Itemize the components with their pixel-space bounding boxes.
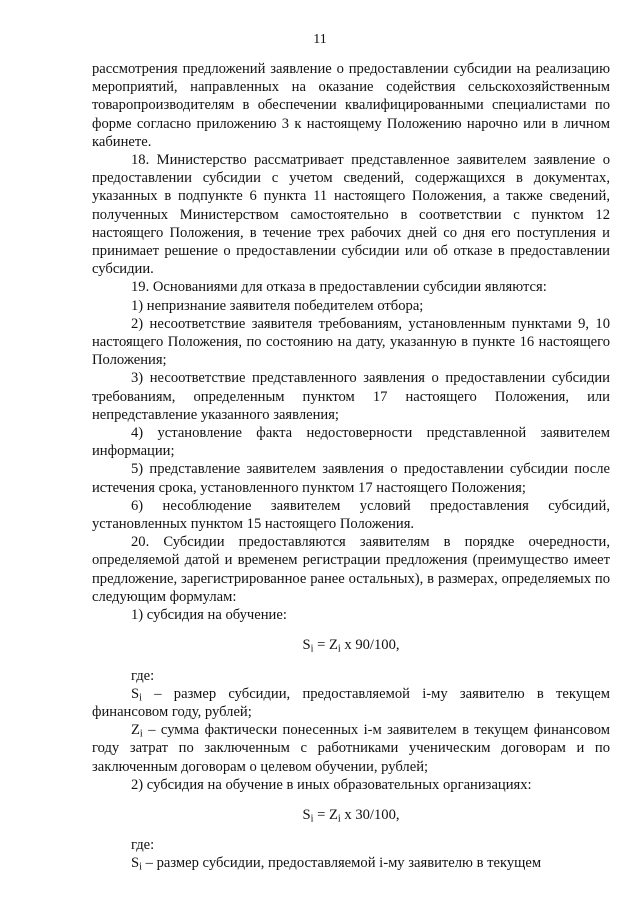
definition-zi: $Z_i$ – сумма фактически понесенных i-м заявителем в текущем финансовом году затрат по заключенным с работниками ученическим договорам и по заключенным договорам о целевом обучении, рублей; [92,722,610,775]
paragraph-19-item-3: 3) несоответствие представленного заявления о предоставлении субсидии требованиям, определенным пунктом 17 настоящего Положения, или непредставление указанного заявления; [92,370,610,423]
definition-si-2: $S_i$ – размер субсидии, предоставляемой i-му заявителю в текущем [131,855,542,873]
where-label-1: где: [131,667,155,684]
paragraph-20-item-1: 1) субсидия на обучение: [131,607,287,624]
paragraph-20-item-2: 2) субсидия на обучение в иных образовательных организациях: [131,776,532,793]
where-label-2: где: [131,837,155,854]
formula-1: $S_i = Z_i$ x 90/100, [302,637,400,655]
paragraph-19-item-5: 5) представление заявителем заявления о предоставлении субсидии после истечения срока, установленного пунктом 17 настоящего Положения; [92,461,610,496]
paragraph-continuation: рассмотрения предложений заявление о предоставлении субсидии на реализацию мероприятий, направленных на оказание содействия сельскохозяйственным товаропроизводителям в обеспечении квалифицированными специалистами по форме согласно приложению 3 к настоящему Положению нарочно или в личном кабинете. [92,61,610,150]
paragraph-19-item-6: 6) несоблюдение заявителем условий предоставления субсидий, установленных пунктом 15 настоящего Положения. [92,497,610,533]
paragraph-20: 20. Субсидии предоставляются заявителям в порядке очередности, определяемой датой и временем регистрации предложения (преимущество имеет предложение, зарегистрированное ранее остальных), в размерах, определяемых по следующим формулам: [92,534,610,605]
paragraph-19-item-2: 2) несоответствие заявителя требованиям, установленным пунктами 9, 10 настоящего Положения, по состоянию на дату, указанную в пункте 16 настоящего Положения; [92,315,610,369]
formula-2: $S_i = Z_i$ x 30/100, [302,806,400,825]
paragraph-19-item-1: 1) непризнание заявителя победителем отбора; [131,297,424,314]
paragraph-18: 18. Министерство рассматривает представленное заявителем заявление о предоставлении субсидии с учетом сведений, содержащихся в документах, указанных в подпункте 6 пункта 11 настоящего Положения, а также сведений, полученных Министерством самостоятельно в соответствии с пунктом 12 настоящего Положения, в течение трех рабочих дней со дня его поступления и принимает решение о предоставлении субсидии или об отказе в предоставлении субсидии. [92,152,610,278]
page-number: 11 [313,32,327,47]
paragraph-19: 19. Основаниями для отказа в предоставлении субсидии являются: [131,279,547,296]
document-body [92,60,610,873]
paragraph-19-item-4: 4) установление факта недостоверности представленной заявителем информации; [92,425,610,460]
definition-si-1: $S_i$ – размер субсидии, предоставляемой i-му заявителю в текущем финансовом году, рублей; [92,685,610,720]
